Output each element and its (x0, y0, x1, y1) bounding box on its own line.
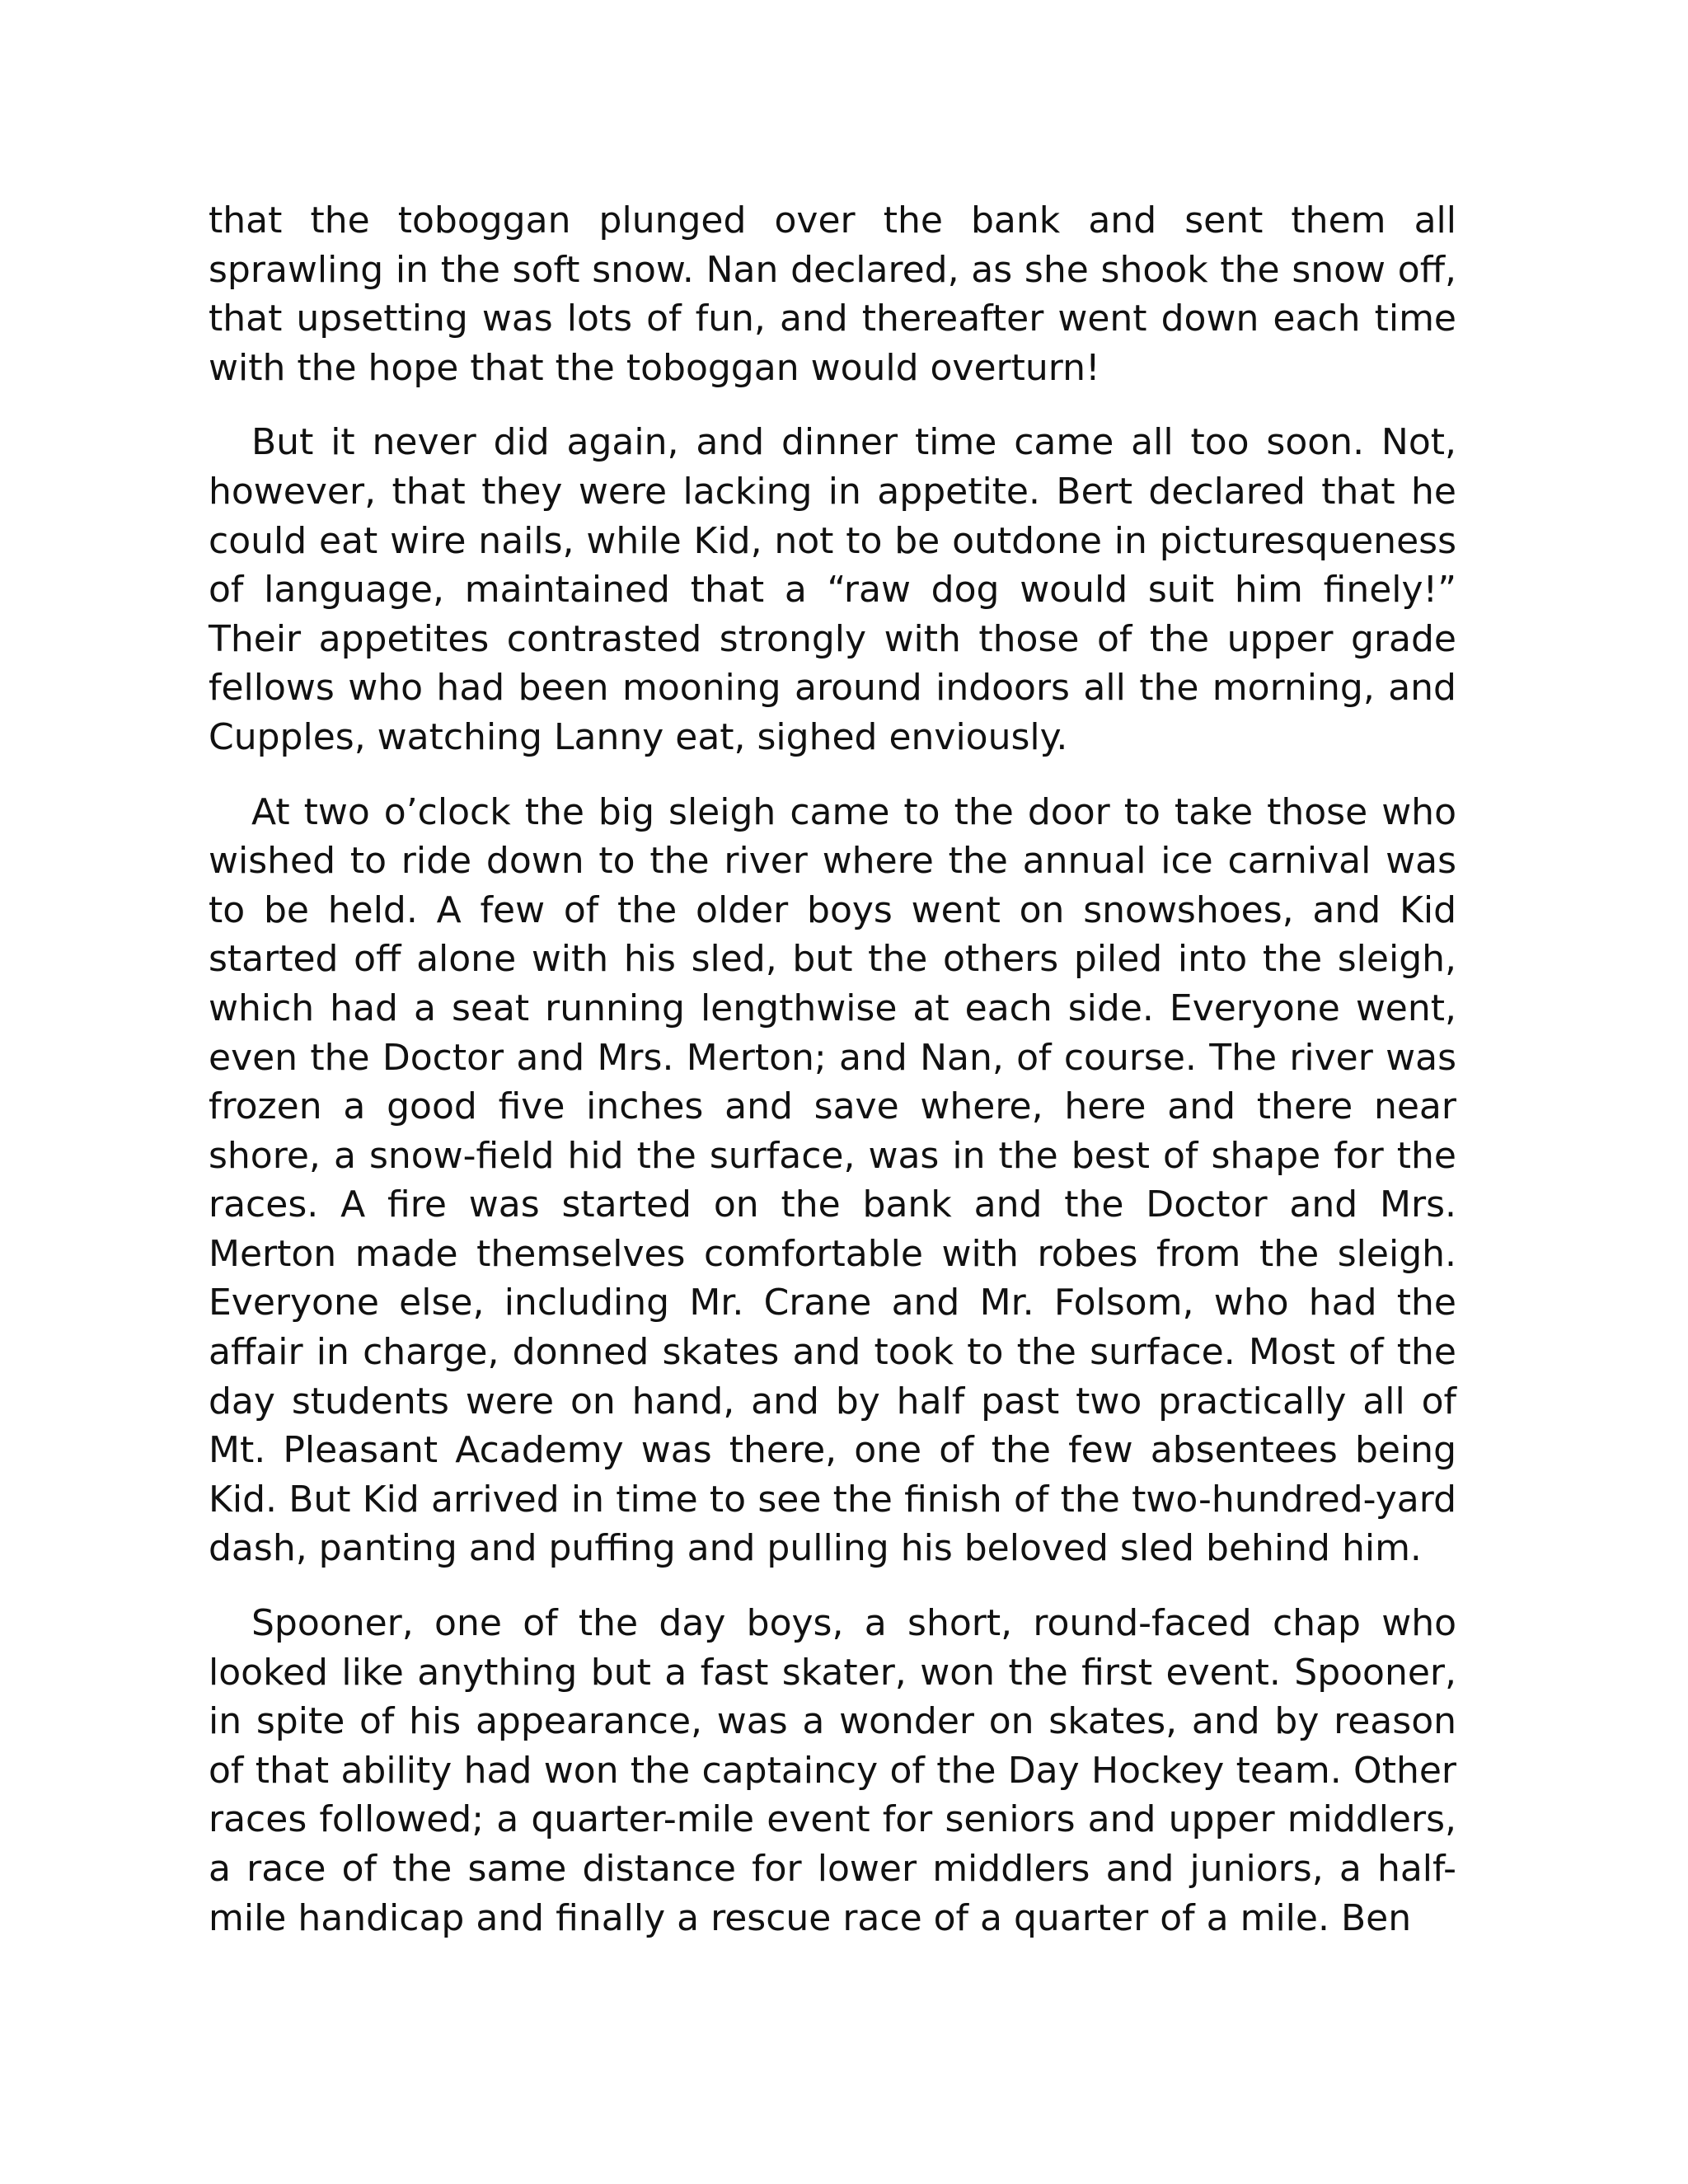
paragraph-continuation: that the toboggan plunged over the bank and sent them all sprawling in the soft snow. Nan declared, as she shook the snow off, that upsetting was lots of fun, and thereafter went down each time with the hope that the toboggan would overturn! (209, 199, 1456, 389)
book-page (209, 196, 1456, 1968)
paragraph-spooner: Spooner, one of the day boys, a short, round-faced chap who looked like anything but a fast skater, won the first event. Spooner, in spite of his appearance, was a wonder on skates, and by reason of that ability had won the captaincy of the Day Hockey team. Other races followed; a quarter-mile event for seniors and upper middlers, a race of the same distance for lower middlers and juniors, a half-mile handicap and finally a rescue race of a quarter of a mile. Ben (209, 1602, 1456, 1939)
paragraph-dinner: But it never did again, and dinner time came all too soon. Not, however, that they were lacking in appetite. Bert declared that he could eat wire nails, while Kid, not to be outdone in picturesqueness of language, maintained that a “raw dog would suit him finely!” Their appetites contrasted strongly with those of the upper grade fellows who had been mooning around indoors all the morning, and Cupples, watching Lanny eat, sighed enviously. (209, 421, 1456, 758)
paragraph-ice-carnival: At two o’clock the big sleigh came to the door to take those who wished to ride down to the river where the annual ice carnival was to be held. A few of the older boys went on snowshoes, and Kid started off alone with his sled, but the others piled into the sleigh, which had a seat running lengthwise at each side. Everyone went, even the Doctor and Mrs. Merton; and Nan, of course. The river was frozen a good five inches and save where, here and there near shore, a snow-field hid the surface, was in the best of shape for the races. A fire was started on the bank and the Doctor and Mrs. Merton made themselves comfortable with robes from the sleigh. Everyone else, including Mr. Crane and Mr. Folsom, who had the affair in charge, donned skates and took to the surface. Most of the day students were on hand, and by half past two practically all of Mt. Pleasant Academy was there, one of the few absentees being Kid. But Kid arrived in time to see the finish of the two-hundred-yard dash, panting and puffing and pulling his beloved sled behind him. (209, 790, 1456, 1570)
